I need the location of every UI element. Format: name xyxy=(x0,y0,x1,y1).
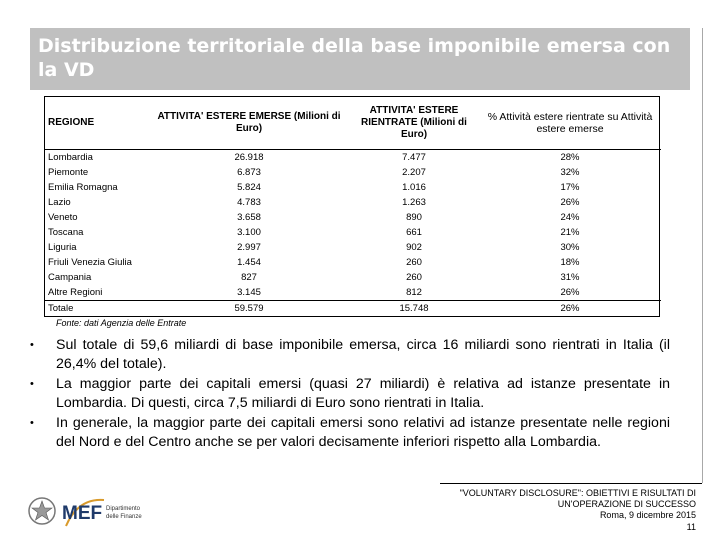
mef-logo-text: MEF xyxy=(62,503,103,524)
cell-total-region: Totale xyxy=(45,300,149,316)
cell-pct: 26% xyxy=(560,196,580,208)
republic-emblem-icon xyxy=(26,494,58,528)
cell-emerse: 2.997 xyxy=(237,241,261,253)
table-row xyxy=(45,195,661,210)
cell-emerse: 6.873 xyxy=(237,166,261,178)
footer-divider xyxy=(440,483,702,484)
cell-region: Lombardia xyxy=(48,151,93,163)
header-region: REGIONE xyxy=(45,97,149,149)
table-header-row xyxy=(45,97,661,149)
footer xyxy=(416,488,696,521)
cell-emerse: 3.100 xyxy=(237,226,261,238)
cell-rientrate: 1.016 xyxy=(402,181,426,193)
bullet-text: In generale, la maggior parte dei capitali emersi sono relativi ad istanze presentate nelle regioni del Nord e del Centro anche se per valori decisamente inferiori rispetto alla Lombardia. xyxy=(56,415,670,450)
table-row xyxy=(45,165,661,180)
cell-region: Veneto xyxy=(48,211,78,223)
cell-rientrate: 902 xyxy=(406,241,422,253)
bullet-item xyxy=(30,414,670,452)
cell-pct: 17% xyxy=(560,181,580,193)
bullet-list xyxy=(30,336,670,453)
cell-pct: 32% xyxy=(560,166,580,178)
table-row xyxy=(45,240,661,255)
header-pct: % Attività estere rientrate su Attività estere emerse xyxy=(479,97,661,149)
cell-region: Campania xyxy=(48,271,92,283)
slide-title: Distribuzione territoriale della base imponibile emersa con la VD xyxy=(38,35,671,81)
cell-rientrate: 812 xyxy=(406,286,422,298)
cell-emerse: 3.658 xyxy=(237,211,261,223)
table-row xyxy=(45,180,661,195)
cell-total-emerse: 59.579 xyxy=(149,300,349,316)
right-divider xyxy=(702,28,703,483)
cell-emerse: 5.824 xyxy=(237,181,261,193)
footer-line-1: "VOLUNTARY DISCLOSURE": OBIETTIVI E RISULTATI DI xyxy=(459,488,696,498)
cell-pct: 18% xyxy=(560,256,580,268)
cell-pct: 28% xyxy=(560,151,580,163)
cell-region: Toscana xyxy=(48,226,84,238)
title-bar xyxy=(30,28,690,90)
cell-rientrate: 890 xyxy=(406,211,422,223)
cell-rientrate: 7.477 xyxy=(402,151,426,163)
cell-pct: 24% xyxy=(560,211,580,223)
cell-emerse: 1.454 xyxy=(237,256,261,268)
cell-region: Altre Regioni xyxy=(48,286,103,298)
bullet-item xyxy=(30,375,670,413)
header-rientrate: ATTIVITA' ESTERE RIENTRATE (Milioni di Euro) xyxy=(349,97,479,149)
table-row xyxy=(45,210,661,225)
cell-region: Lazio xyxy=(48,196,71,208)
footer-line-2: UN'OPERAZIONE DI SUCCESSO xyxy=(557,499,696,509)
cell-pct: 26% xyxy=(560,286,580,298)
cell-pct: 21% xyxy=(560,226,580,238)
cell-rientrate: 1.263 xyxy=(402,196,426,208)
table-row xyxy=(45,255,661,270)
cell-rientrate: 260 xyxy=(406,271,422,283)
table-row xyxy=(45,225,661,240)
table-row xyxy=(45,149,661,165)
cell-emerse: 4.783 xyxy=(237,196,261,208)
table-total-row xyxy=(45,300,661,316)
cell-total-rientrate: 15.748 xyxy=(349,300,479,316)
footer-date: Roma, 9 dicembre 2015 xyxy=(599,510,696,520)
cell-pct: 30% xyxy=(560,241,580,253)
table-row xyxy=(45,270,661,285)
cell-total-pct: 26% xyxy=(479,300,661,316)
bullet-icon: • xyxy=(30,417,34,429)
table-row xyxy=(45,285,661,301)
page-number: 11 xyxy=(686,522,696,532)
cell-rientrate: 661 xyxy=(406,226,422,238)
header-emerse: ATTIVITA' ESTERE EMERSE (Milioni di Euro) xyxy=(149,97,349,149)
bullet-text: La maggior parte dei capitali emersi (quasi 27 miliardi) è relativa ad istanze presentate in Lombardia. Di questi, circa 7,5 miliardi di Euro sono rientrati in Italia. xyxy=(56,376,670,411)
mef-logo-subtitle: Dipartimento delle Finanze xyxy=(106,506,142,520)
cell-region: Piemonte xyxy=(48,166,89,178)
cell-rientrate: 2.207 xyxy=(402,166,426,178)
cell-emerse: 26.918 xyxy=(234,151,264,163)
bullet-text: Sul totale di 59,6 miliardi di base imponibile emersa, circa 16 miliardi sono rientrati in Italia (il 26,4% del totale). xyxy=(56,337,670,372)
cell-region: Friuli Venezia Giulia xyxy=(48,256,132,268)
data-table xyxy=(44,96,660,317)
cell-region: Emilia Romagna xyxy=(48,181,118,193)
cell-emerse: 3.145 xyxy=(237,286,261,298)
cell-emerse: 827 xyxy=(241,271,257,283)
bullet-icon: • xyxy=(30,339,34,351)
source-note: Fonte: dati Agenzia delle Entrate xyxy=(56,318,187,328)
cell-pct: 31% xyxy=(560,271,580,283)
bullet-item xyxy=(30,336,670,374)
cell-rientrate: 260 xyxy=(406,256,422,268)
bullet-icon: • xyxy=(30,378,34,390)
cell-region: Liguria xyxy=(48,241,77,253)
